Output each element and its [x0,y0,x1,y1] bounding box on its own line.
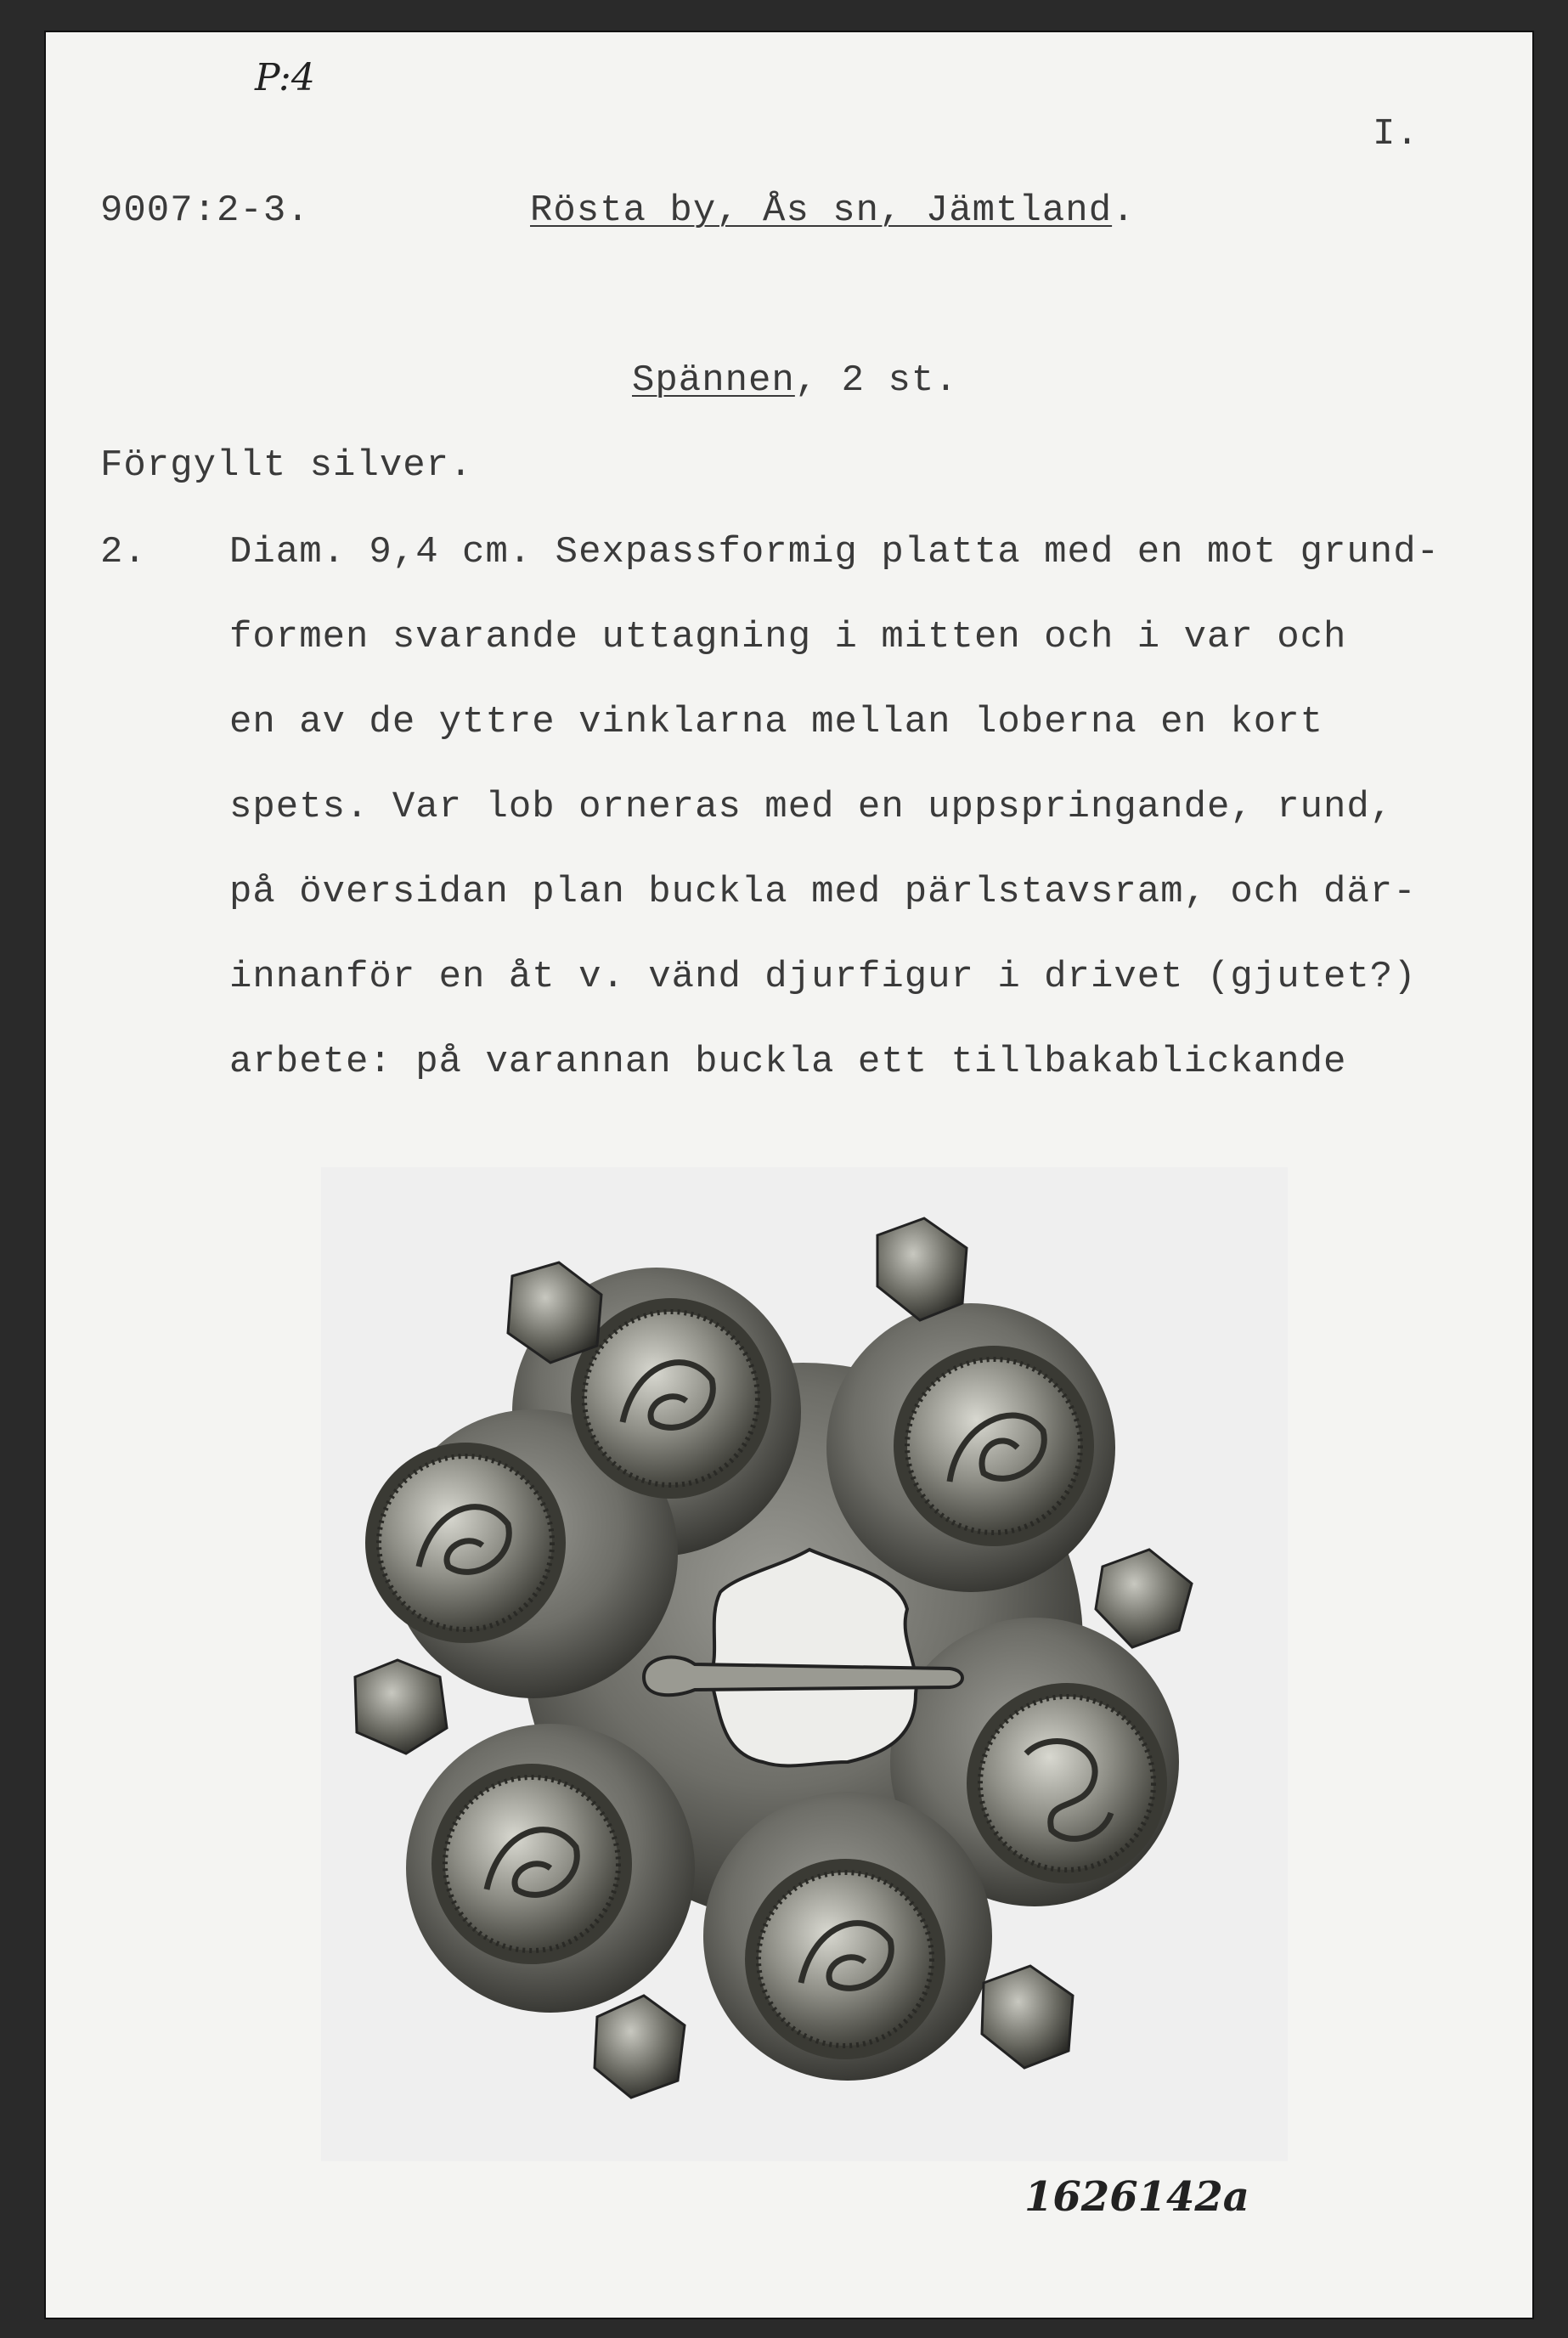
mask-knob-5 [595,1996,685,2098]
location-heading: Rösta by, Ås sn, Jämtland. [530,189,1136,232]
mask-knob-2 [877,1218,967,1320]
description-line: arbete: på varannan buckla ett tillbakablickande [229,1041,1347,1083]
animal-boss-1 [571,1298,771,1499]
location-text: Rösta by, Ås sn, Jämtland [530,189,1113,232]
animal-boss-6 [745,1859,945,2059]
page-number: I. [1373,113,1419,155]
object-count: , 2 st. [794,359,958,402]
animal-boss-4 [967,1683,1167,1883]
object-title [632,359,958,402]
center-opening [710,1550,917,1765]
description-number: 2. [100,531,147,573]
description-line: spets. Var lob orneras med en uppspringande, rund, [229,786,1394,828]
photo-number: 1626142a [1024,2173,1249,2221]
material: Förgyllt silver. [100,444,473,487]
archive-card [46,32,1532,2318]
description-line: Diam. 9,4 cm. Sexpassformig platta med en mot grund- [229,531,1441,573]
description-line: innanför en åt v. vänd djurfigur i drivet (gjutet?) [229,956,1417,998]
animal-boss-5 [431,1764,632,1964]
animal-boss-3 [365,1443,566,1643]
animal-boss-2 [894,1346,1094,1546]
mask-knob-4 [355,1660,447,1754]
description-line: en av de yttre vinklarna mellan loberna en kort [229,701,1324,743]
mask-knob-1 [508,1262,601,1363]
object-name: Spännen [632,359,795,402]
pencil-mark: P:4 [255,56,315,99]
description-line: formen svarande uttagning i mitten och i var och [229,616,1347,658]
mask-knob-6 [982,1966,1073,2068]
mask-knob-3 [1096,1550,1192,1647]
catalog-number: 9007:2-3. [100,189,310,232]
description-line: på översidan plan buckla med pärlstavsram, och där- [229,871,1417,913]
brooch-photo [321,1167,1288,2161]
